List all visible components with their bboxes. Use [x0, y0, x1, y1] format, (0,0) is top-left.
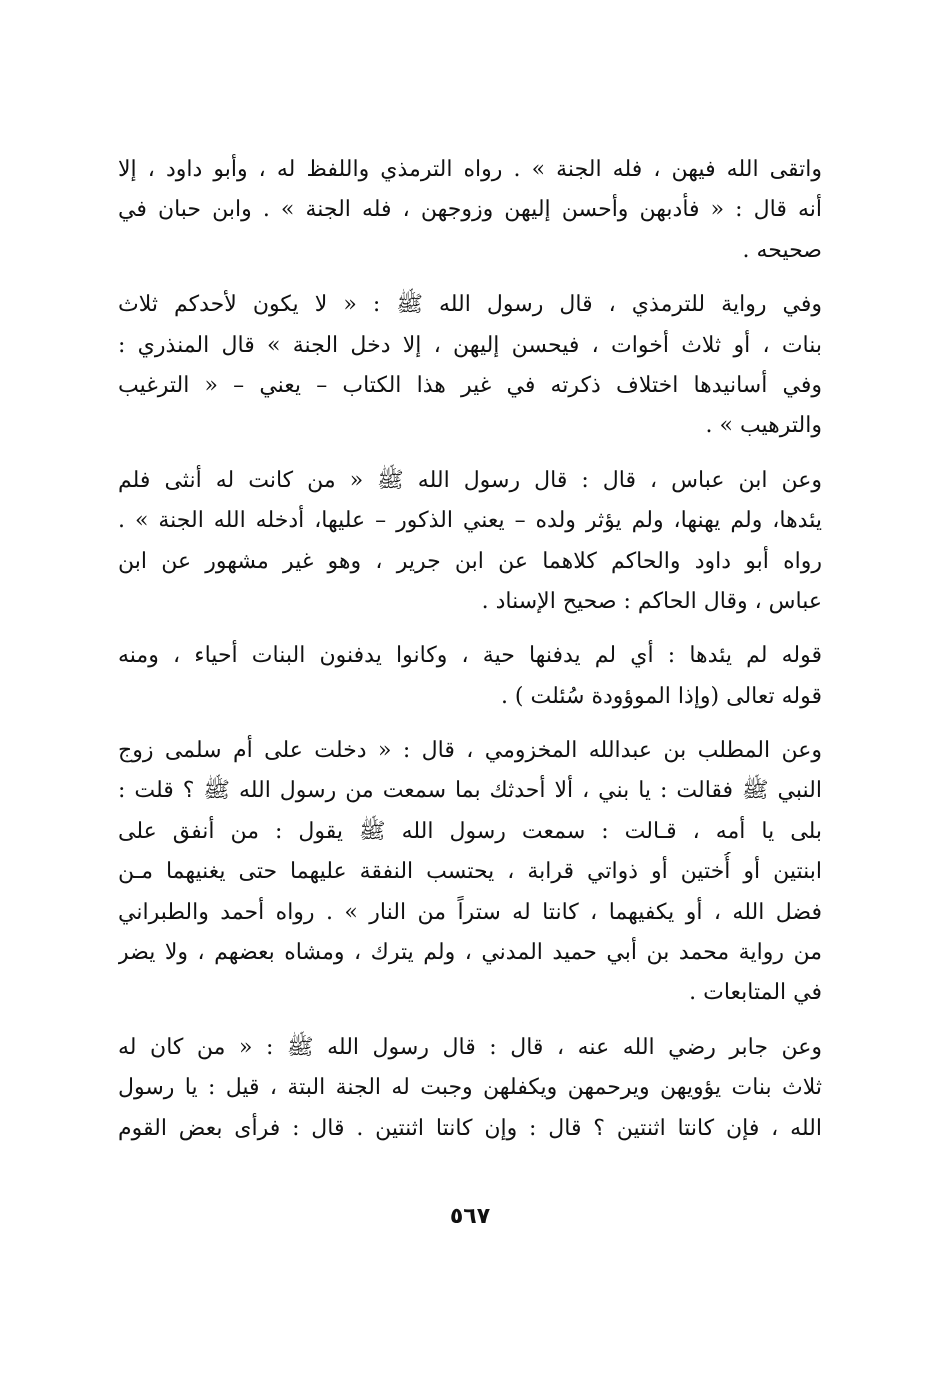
text-line: النبي ﷺ فقالت : يا بني ، ألا أحدثك بما سمعت من رسول الله ﷺ ؟ قلت :: [118, 778, 822, 804]
text-line: وعن جابر رضي الله عنه ، قال : قال رسول الله ﷺ : « من كان له: [118, 1034, 822, 1060]
text-line: فضل الله ، أو يكفيهما ، كانتا له ستراً من النار » . رواه أحمد والطبراني: [118, 899, 822, 925]
text-line: أنه قال : « فأدبهن وأحسن إليهن وزوجهن ، فله الجنة » . وابن حبان في: [118, 197, 822, 223]
text-line: وعن ابن عباس ، قال : قال رسول الله ﷺ « من كانت له أنثى فلم: [118, 467, 822, 493]
paragraph-3: [118, 461, 822, 623]
text-line: من رواية محمد بن أبي حميد المدني ، ولم يترك ، ومشاه بعضهم ، ولا يضر: [118, 940, 822, 966]
text-line: عباس ، وقال الحاكم : صحيح الإسناد .: [481, 588, 822, 614]
text-line: قوله لم يئدها : أي لم يدفنها حية ، وكانوا يدفنون البنات أحياء ، ومنه: [118, 643, 822, 669]
text-line: يئدها، ولم يهنها، ولم يؤثر ولده – يعني الذكور – عليها، أدخله الله الجنة » .: [118, 508, 822, 534]
text-line: وعن المطلب بن عبدالله المخزومي ، قال : « دخلت على أم سلمى زوج: [118, 738, 822, 764]
text-line: وفي أسانيدها اختلاف ذكرته في غير هذا الكتاب – يعني – « الترغيب: [118, 372, 822, 398]
paragraph-4: [118, 636, 822, 717]
text-line: صحيحه .: [742, 237, 822, 263]
page-number: ٥٦٧: [449, 1204, 491, 1229]
text-line: والترهيب » .: [705, 413, 822, 439]
text-line: في المتابعات .: [689, 980, 822, 1006]
text-line: بلى يا أمه ، قـالت : سمعت رسول الله ﷺ يقول : من أنفق على: [118, 818, 822, 844]
text-line: قوله تعالى (وإذا الموؤودة سُئلت ) .: [500, 683, 822, 709]
paragraph-6: [118, 1028, 822, 1149]
text-line: واتقى الله فيهن ، فله الجنة » . رواه الترمذي واللفظ له ، وأبو داود ، إلا: [118, 157, 822, 182]
text-line: الله ، فإن كانتا اثنتين ؟ قال : وإن كانتا اثنتين . قال : فرأى بعض القوم: [118, 1115, 822, 1141]
text-line: بنات ، أو ثلاث أخوات ، فيحسن إليهن ، إلا دخل الجنة » قال المنذري :: [118, 332, 822, 358]
text-line: ابنتين أو أُختين أو ذواتي قرابة ، يحتسب النفقة عليهما حتى يغنيهما مـن: [118, 859, 822, 885]
paragraph-1: [118, 150, 822, 271]
book-page-text: [118, 150, 822, 1163]
text-line: وفي رواية للترمذي ، قال رسول الله ﷺ : « لا يكون لأحدكم ثلاث: [118, 292, 822, 318]
text-line: رواه أبو داود والحاكم كلاهما عن ابن جرير ، وهو غير مشهور عن ابن: [118, 548, 822, 574]
paragraph-5: [118, 731, 822, 1014]
paragraph-2: [118, 285, 822, 447]
text-line: ثلاث بنات يؤويهن ويرحمهن ويكفلهن وجبت له الجنة البتة ، قيل : يا رسول: [118, 1075, 822, 1101]
